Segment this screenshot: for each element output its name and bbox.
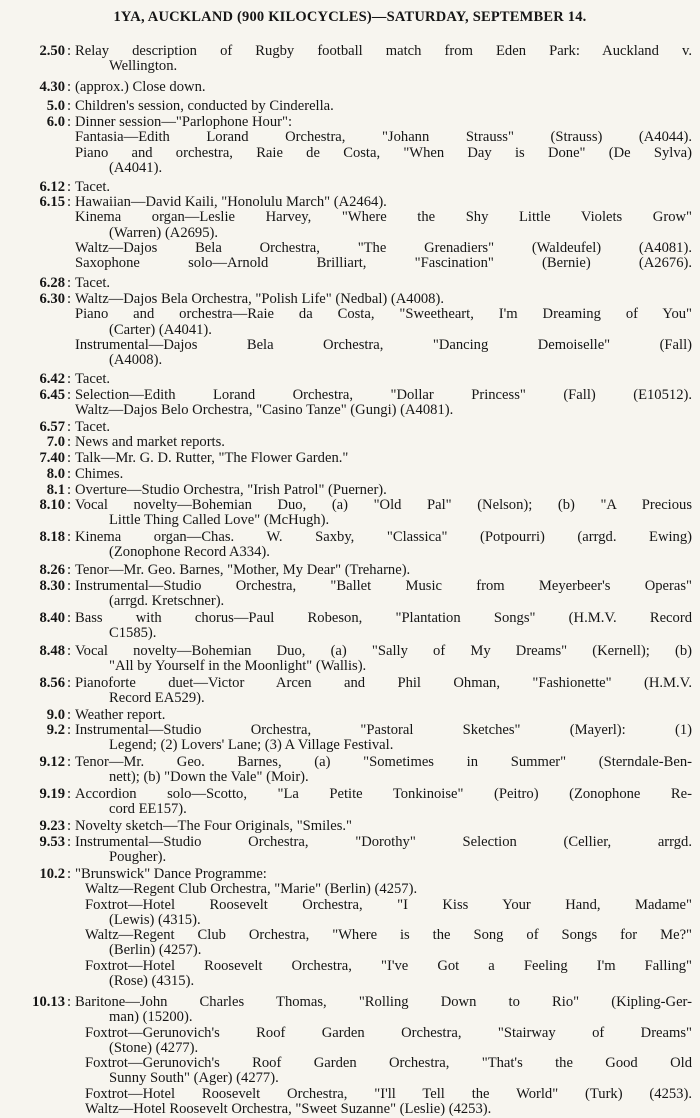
entry-line: Tacet. <box>75 180 111 195</box>
entry-time: 5.0 <box>46 98 65 114</box>
entry-line: Instrumental—Dajos Bela Orchestra, "Dancing Demoiselle" (Fall) <box>75 337 692 353</box>
entry-description <box>75 372 692 387</box>
entry-line: Saxophone solo—Arnold Brilliart, "Fascination" (Bernie) (A2676). <box>75 256 692 272</box>
entry-time: 4.30 <box>39 79 65 95</box>
entry-line: Bass with chorus—Paul Robeson, "Plantation Songs" (H.M.V. Record <box>75 611 692 626</box>
entry-description <box>75 819 692 834</box>
time-separator: : <box>66 98 72 114</box>
entry-description <box>75 787 692 818</box>
time-separator: : <box>66 275 72 291</box>
entry-line: Chimes. <box>75 467 124 482</box>
program-entry <box>8 388 692 419</box>
program-entry <box>8 467 692 482</box>
entry-line: Children's session, conducted by Cinderella. <box>75 99 334 114</box>
entry-line: Pianoforte duet—Victor Arcen and Phil Ohman, "Fashionette" (H.M.V. <box>75 676 692 691</box>
entry-time: 8.18 <box>39 529 65 545</box>
entry-line: Foxtrot—Gerunovich's Roof Garden Orchestra, "Stairway of Dreams" <box>85 1025 692 1041</box>
entry-line: (Zonophone Record A334). <box>109 545 270 561</box>
program-entry <box>8 451 692 466</box>
entry-line: Tenor—Mr. Geo. Barnes, (a) "Sometimes in Summer" (Sterndale-Ben- <box>75 755 692 770</box>
entry-time: 6.0 <box>46 114 65 130</box>
entry-line: Foxtrot—Hotel Roosevelt Orchestra, "I'll Tell the World" (Turk) (4253). <box>85 1086 692 1102</box>
entry-line: Waltz—Regent Club Orchestra, "Marie" (Berlin) (4257). <box>85 882 418 898</box>
entry-description <box>75 644 692 675</box>
time-separator: : <box>66 610 72 626</box>
time-separator: : <box>66 450 72 466</box>
program-entry <box>8 530 692 561</box>
entry-line: Waltz—Dajos Bela Orchestra, "The Grenadiers" (Waldeufel) (A4081). <box>75 240 692 256</box>
entry-line: Piano and orchestra—Raie da Costa, "Sweetheart, I'm Dreaming of You" <box>75 307 692 323</box>
time-separator: : <box>66 194 72 210</box>
entry-time: 6.28 <box>39 275 65 291</box>
time-separator: : <box>66 419 72 435</box>
entry-line: Hawaiian—David Kaili, "Honolulu March" (A2464). <box>75 195 387 210</box>
program-entry <box>8 195 692 271</box>
entry-description <box>75 676 692 707</box>
entry-time: 6.15 <box>39 194 65 210</box>
entry-time: 8.26 <box>39 562 65 578</box>
entry-time: 10.2 <box>39 866 65 882</box>
time-separator: : <box>66 786 72 802</box>
time-separator: : <box>66 371 72 387</box>
entry-line: Sunny South" (Ager) (4277). <box>109 1071 279 1087</box>
program-entry <box>8 483 692 498</box>
entry-line: Dinner session—"Parlophone Hour": <box>75 115 293 130</box>
entry-description <box>75 292 692 368</box>
entry-line: (Berlin) (4257). <box>109 943 202 959</box>
entry-time: 9.19 <box>39 786 65 802</box>
program-entry <box>8 372 692 387</box>
entry-line: Instrumental—Studio Orchestra, "Dorothy" Selection (Cellier, arrgd. <box>75 835 692 850</box>
entry-description <box>75 579 692 610</box>
entry-time: 6.57 <box>39 419 65 435</box>
entry-description <box>75 420 692 435</box>
entry-line: (arrgd. Kretschner). <box>109 594 225 610</box>
entry-line: nett); (b) "Down the Vale" (Moir). <box>109 770 309 786</box>
entry-line: man) (15200). <box>109 1010 193 1026</box>
entry-description <box>75 44 692 75</box>
entry-description <box>75 530 692 561</box>
entry-description <box>75 755 692 786</box>
entry-time: 9.2 <box>46 722 65 738</box>
time-separator: : <box>66 434 72 450</box>
program-entry <box>8 755 692 786</box>
time-separator: : <box>66 387 72 403</box>
time-separator: : <box>66 818 72 834</box>
time-separator: : <box>66 722 72 738</box>
program-entry <box>8 420 692 435</box>
entry-line: Relay description of Rugby football match from Eden Park: Auckland v. <box>75 44 692 59</box>
time-separator: : <box>66 79 72 95</box>
entry-line: cord EE157). <box>109 802 187 818</box>
entry-line: Accordion solo—Scotto, "La Petite Tonkinoise" (Peitro) (Zonophone Re- <box>75 787 692 802</box>
entry-time: 9.12 <box>39 754 65 770</box>
entry-time: 8.56 <box>39 675 65 691</box>
entry-description <box>75 99 692 114</box>
entry-description <box>75 563 692 578</box>
time-separator: : <box>66 994 72 1010</box>
entry-description <box>75 115 692 176</box>
entry-description <box>75 180 692 195</box>
entry-description <box>75 498 692 529</box>
entry-line: Foxtrot—Hotel Roosevelt Orchestra, "I've Got a Feeling I'm Falling" <box>85 958 692 974</box>
entry-line: Kinema organ—Chas. W. Saxby, "Classica" (Potpourri) (arrgd. Ewing) <box>75 530 692 545</box>
time-separator: : <box>66 866 72 882</box>
entry-line: (approx.) Close down. <box>75 80 206 95</box>
time-separator: : <box>66 562 72 578</box>
time-separator: : <box>66 578 72 594</box>
entry-line: Vocal novelty—Bohemian Duo, (a) "Sally of My Dreams" (Kernell); (b) <box>75 644 692 659</box>
time-separator: : <box>66 291 72 307</box>
entry-description <box>75 611 692 642</box>
entry-line: "Brunswick" Dance Programme: <box>75 867 267 882</box>
program-entry <box>8 676 692 707</box>
entry-line: Tacet. <box>75 420 111 435</box>
time-separator: : <box>66 529 72 545</box>
entry-time: 10.13 <box>32 994 65 1010</box>
entry-description <box>75 451 692 466</box>
entry-time: 9.23 <box>39 818 65 834</box>
entry-line: (Lewis) (4315). <box>109 912 201 928</box>
time-separator: : <box>66 114 72 130</box>
program-entry <box>8 819 692 834</box>
entry-time: 8.0 <box>46 466 65 482</box>
entry-time: 8.30 <box>39 578 65 594</box>
entry-time: 9.53 <box>39 834 65 850</box>
entry-line: Pougher). <box>109 850 167 866</box>
entry-line: Kinema organ—Leslie Harvey, "Where the Shy Little Violets Grow" <box>75 210 692 226</box>
entry-line: (Warren) (A2695). <box>109 225 219 241</box>
program-entry <box>8 835 692 866</box>
entry-line: Selection—Edith Lorand Orchestra, "Dollar Princess" (Fall) (E10512). <box>75 388 692 403</box>
program-entry <box>8 644 692 675</box>
time-separator: : <box>66 179 72 195</box>
entry-line: Fantasia—Edith Lorand Orchestra, "Johann Strauss" (Strauss) (A4044). <box>75 130 692 146</box>
entry-line: (Stone) (4277). <box>109 1040 199 1056</box>
entry-time: 6.12 <box>39 179 65 195</box>
program-entry <box>8 115 692 176</box>
entry-line: Talk—Mr. G. D. Rutter, "The Flower Garden." <box>75 451 349 466</box>
entry-line: Record EA529). <box>109 691 205 707</box>
program-entry <box>8 80 692 95</box>
entry-line: Waltz—Dajos Belo Orchestra, "Casino Tanze" (Gungi) (A4081). <box>75 403 454 419</box>
entry-time: 2.50 <box>39 43 65 59</box>
program-entry <box>8 787 692 818</box>
entry-time: 7.40 <box>39 450 65 466</box>
entry-line: Instrumental—Studio Orchestra, "Ballet Music from Meyerbeer's Operas" <box>75 579 692 594</box>
entry-time: 8.48 <box>39 643 65 659</box>
program-entry <box>8 579 692 610</box>
entry-line: Little Thing Called Love" (McHugh). <box>109 513 330 529</box>
time-separator: : <box>66 675 72 691</box>
entry-description <box>75 723 692 754</box>
entry-line: News and market reports. <box>75 435 225 450</box>
entry-line: Instrumental—Studio Orchestra, "Pastoral Sketches" (Mayerl): (1) <box>75 723 692 738</box>
program-entry <box>8 723 692 754</box>
entry-line: Wellington. <box>109 59 178 75</box>
program-entry <box>8 99 692 114</box>
program-entry <box>8 611 692 642</box>
entry-line: Baritone—John Charles Thomas, "Rolling Down to Rio" (Kipling-Ger- <box>75 995 692 1010</box>
program-entry <box>8 498 692 529</box>
entry-description <box>75 467 692 482</box>
entry-line: Waltz—Dajos Bela Orchestra, "Polish Life" (Nedbal) (A4008). <box>75 292 444 307</box>
entry-line: Weather report. <box>75 708 166 723</box>
entry-description <box>75 835 692 866</box>
program-entry <box>8 180 692 195</box>
entry-line: Tacet. <box>75 372 111 387</box>
entry-description <box>75 276 692 291</box>
entry-line: Legend; (2) Lovers' Lane; (3) A Village Festival. <box>109 738 394 754</box>
entry-line: Overture—Studio Orchestra, "Irish Patrol" (Puerner). <box>75 483 387 498</box>
time-separator: : <box>66 43 72 59</box>
program-entry <box>8 435 692 450</box>
entry-line: Waltz—Hotel Roosevelt Orchestra, "Sweet Suzanne" (Leslie) (4253). <box>85 1102 492 1118</box>
entry-time: 8.10 <box>39 497 65 513</box>
entry-line: Novelty sketch—The Four Originals, "Smiles." <box>75 819 353 834</box>
entry-time: 9.0 <box>46 707 65 723</box>
program-entry <box>8 44 692 75</box>
program-entry <box>8 292 692 368</box>
entry-line: (A4041). <box>109 160 163 176</box>
time-separator: : <box>66 834 72 850</box>
entry-description <box>75 867 692 989</box>
program-entry <box>8 708 692 723</box>
time-separator: : <box>66 754 72 770</box>
entry-time: 7.0 <box>46 434 65 450</box>
time-separator: : <box>66 482 72 498</box>
entry-line: Foxtrot—Gerunovich's Roof Garden Orchestra, "That's the Good Old <box>85 1056 692 1072</box>
entry-line: Tacet. <box>75 276 111 291</box>
program-entry <box>8 563 692 578</box>
entry-time: 6.30 <box>39 291 65 307</box>
entry-line: (A4008). <box>109 353 163 369</box>
time-separator: : <box>66 497 72 513</box>
program-entry <box>8 276 692 291</box>
entry-time: 6.42 <box>39 371 65 387</box>
entry-line: C1585). <box>109 626 157 642</box>
entry-description <box>75 708 692 723</box>
entry-description <box>75 995 692 1117</box>
page-title: 1YA, AUCKLAND (900 KILOCYCLES)—SATURDAY, SEPTEMBER 14. <box>113 9 587 25</box>
entry-description <box>75 435 692 450</box>
entry-description <box>75 388 692 419</box>
entry-time: 6.45 <box>39 387 65 403</box>
entry-line: Vocal novelty—Bohemian Duo, (a) "Old Pal" (Nelson); (b) "A Precious <box>75 498 692 513</box>
program-entry <box>8 995 692 1117</box>
entry-time: 8.1 <box>46 482 65 498</box>
time-separator: : <box>66 466 72 482</box>
entry-line: (Carter) (A4041). <box>109 322 212 338</box>
entry-line: Foxtrot—Hotel Roosevelt Orchestra, "I Kiss Your Hand, Madame" <box>85 897 692 913</box>
entry-line: Piano and orchestra, Raie de Costa, "When Day is Done" (De Sylva) <box>75 145 692 161</box>
entry-description <box>75 195 692 271</box>
time-separator: : <box>66 707 72 723</box>
entry-description <box>75 80 692 95</box>
entry-time: 8.40 <box>39 610 65 626</box>
entry-description <box>75 483 692 498</box>
entry-line: Waltz—Regent Club Orchestra, "Where is the Song of Songs for Me?" <box>85 928 692 944</box>
program-entry <box>8 867 692 989</box>
entry-line: (Rose) (4315). <box>109 974 195 990</box>
entry-line: "All by Yourself in the Moonlight" (Wallis). <box>109 659 367 675</box>
entry-line: Tenor—Mr. Geo. Barnes, "Mother, My Dear" (Treharne). <box>75 563 411 578</box>
time-separator: : <box>66 643 72 659</box>
